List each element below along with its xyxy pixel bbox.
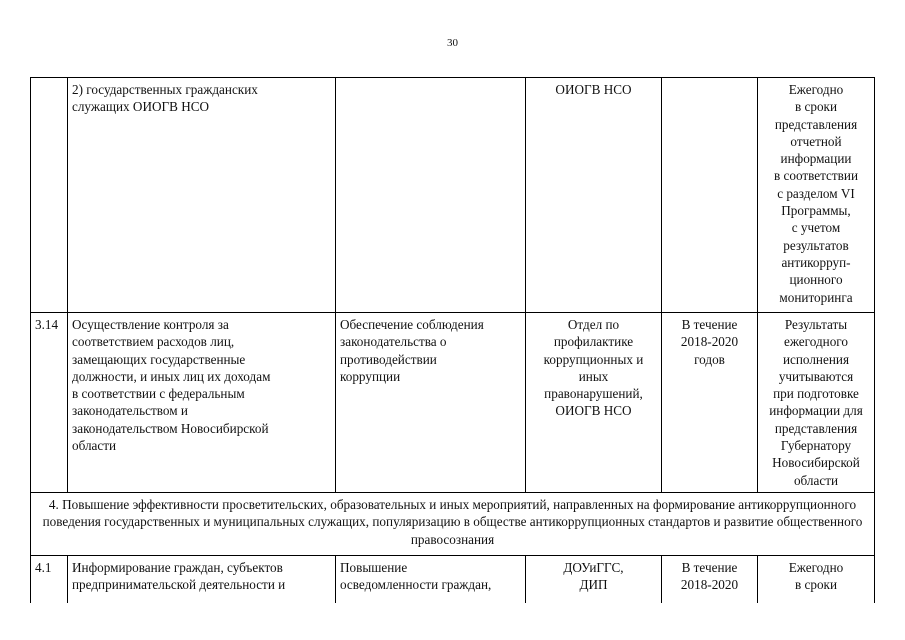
row-number-cell — [31, 78, 68, 313]
table-row — [31, 313, 875, 493]
page-number: 30 — [447, 37, 458, 49]
row-number-cell: 4.1 — [31, 555, 68, 603]
reporting-cell: Ежегодно в сроки представления отчетной информации в соответствии с разделом VI Программы, с учетом результатов антикорруп- ционного мониторинга — [758, 78, 875, 313]
section-heading-row — [31, 492, 875, 555]
goal-cell: Повышение осведомленности граждан, — [336, 555, 526, 603]
measures-table — [30, 77, 875, 603]
measure-cell: Информирование граждан, субъектов предпринимательской деятельности и — [68, 555, 336, 603]
goal-cell: Обеспечение соблюдения законодательства о противодействии коррупции — [336, 313, 526, 493]
measure-cell: Осуществление контроля за соответствием расходов лиц, замещающих государственные должности, и иных лиц их доходам в соответствии с федеральным законодательством и законодательством Новосибирской области — [68, 313, 336, 493]
measure-cell: 2) государственных гражданских служащих ОИОГВ НСО — [68, 78, 336, 313]
goal-cell — [336, 78, 526, 313]
term-cell: В течение 2018-2020 — [662, 555, 758, 603]
executor-cell: Отдел по профилактике коррупционных и иных правонарушений, ОИОГВ НСО — [526, 313, 662, 493]
executor-cell: ОИОГВ НСО — [526, 78, 662, 313]
reporting-cell: Ежегодно в сроки — [758, 555, 875, 603]
table-row — [31, 555, 875, 603]
term-cell — [662, 78, 758, 313]
row-number-cell: 3.14 — [31, 313, 68, 493]
section-heading: 4. Повышение эффективности просветительских, образовательных и иных мероприятий, направленных на формирование антикоррупционного поведения государственных и муниципальных служащих, популяризацию в обществе антикоррупционных стандартов и развитие общественного правосознания — [31, 492, 875, 555]
reporting-cell: Результаты ежегодного исполнения учитываются при подготовке информации для представления Губернатору Новосибирской области — [758, 313, 875, 493]
table-row — [31, 78, 875, 313]
executor-cell: ДОУиГГС, ДИП — [526, 555, 662, 603]
term-cell: В течение 2018-2020 годов — [662, 313, 758, 493]
